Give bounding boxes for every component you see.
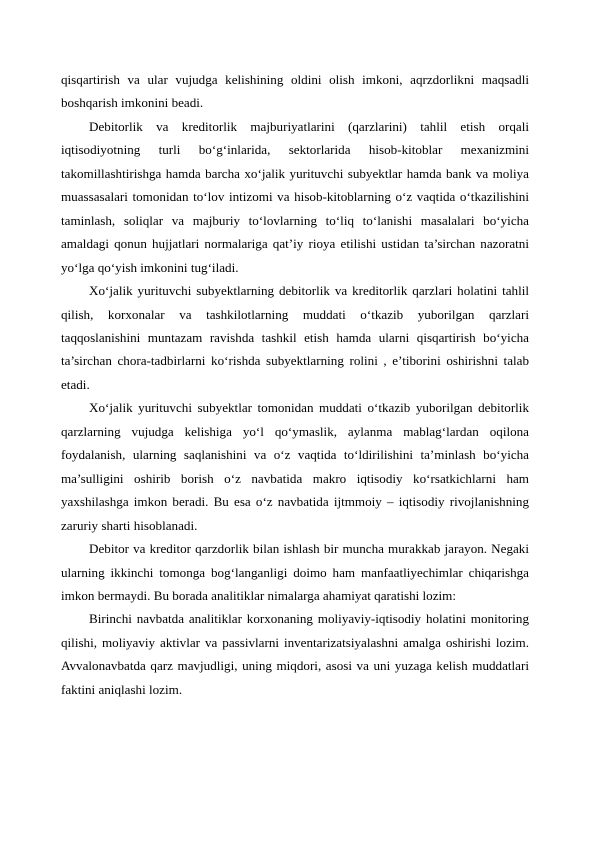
paragraph-muddati-otkazib: Xo‘jalik yurituvchi subyektlar tomonidan muddati o‘tkazib yuborilgan debitorlik qarzlarning vujudga kelishiga yo‘l qo‘ymaslik, aylanma mablag‘lardan oqilona foydalanish, ularning saqlanishini va o‘z vaqtida to‘ldirilishini ta’minlash bo‘yicha ma’sulligini oshirib borish o‘z navbatida makro iqtisodiy ko‘rsatkichlarni ham yaxshilashga imkon beradi. Bu esa o‘z navbatida ijtmmoiy – iqtisodiy rivojlanishning zaruriy sharti hisoblanadi.	[61, 400, 529, 533]
paragraph-birinchi-navbatda: Birinchi navbatda analitiklar korxonaning moliyaviy-iqtisodiy holatini monitoring qilishi, moliyaviy aktivlar va passivlarni inventarizatsiyalashni amalga oshirishi lozim. Avvalonavbatda qarz mavjudligi, uning miqdori, asosi va uni yuzaga kelish muddatlari faktini aniqlashi lozim.	[61, 611, 529, 697]
paragraph-debitor-kreditor-tahlil: Debitorlik va kreditorlik majburiyatlarini (qarzlarini) tahlil etish orqali iqtisodiyotning turli bo‘g‘inlarida, sektorlarida hisob-kitoblar mexanizmini takomillashtirishga hamda barcha xo‘jalik yurituvchi subyektlar hamda bank va moliya muassasalari tomonidan to‘lov intizomi va hisob-kitoblarning o‘z vaqtida o‘tkazilishini taminlash, soliqlar va majburiy to‘lovlarning to‘liq to‘lanishi masalalari bo‘yicha amaldagi qonun hujjatlari normalariga qat’iy rioya etilishi ustidan ta’sirchan nazoratni yo‘lga qo‘yish imkonini tug‘iladi.	[61, 118, 529, 275]
paragraph-continuation: qisqartirish va ular vujudga kelishining oldini olish imkoni, aqrzdorlikni maqsadli boshqarish imkonini beadi.	[61, 72, 529, 111]
paragraph-qarzdorlik-jarayon: Debitor va kreditor qarzdorlik bilan ishlash bir muncha murakkab jarayon. Negaki ularning ikkinchi tomonga bog‘langanligi doimo ham manfaatliyechimlar chiqarishga imkon bermaydi. Bu borada analitiklar nimalarga ahamiyat qaratishi lozim:	[61, 541, 529, 603]
body-text	[61, 68, 529, 701]
paragraph-subyektlar-holati: Xo‘jalik yurituvchi subyektlarning debitorlik va kreditorlik qarzlari holatini tahlil qilish, korxonalar va tashkilotlarning muddati o‘tkazib yuborilgan qarzlari taqqoslanishini muntazam ravishda tashkil etish hamda ularni qisqartirish bo‘yicha ta’sirchan chora-tadbirlarni ko‘rishda subyektlarning rolini , e’tiborini oshirishni talab etadi.	[61, 283, 529, 392]
